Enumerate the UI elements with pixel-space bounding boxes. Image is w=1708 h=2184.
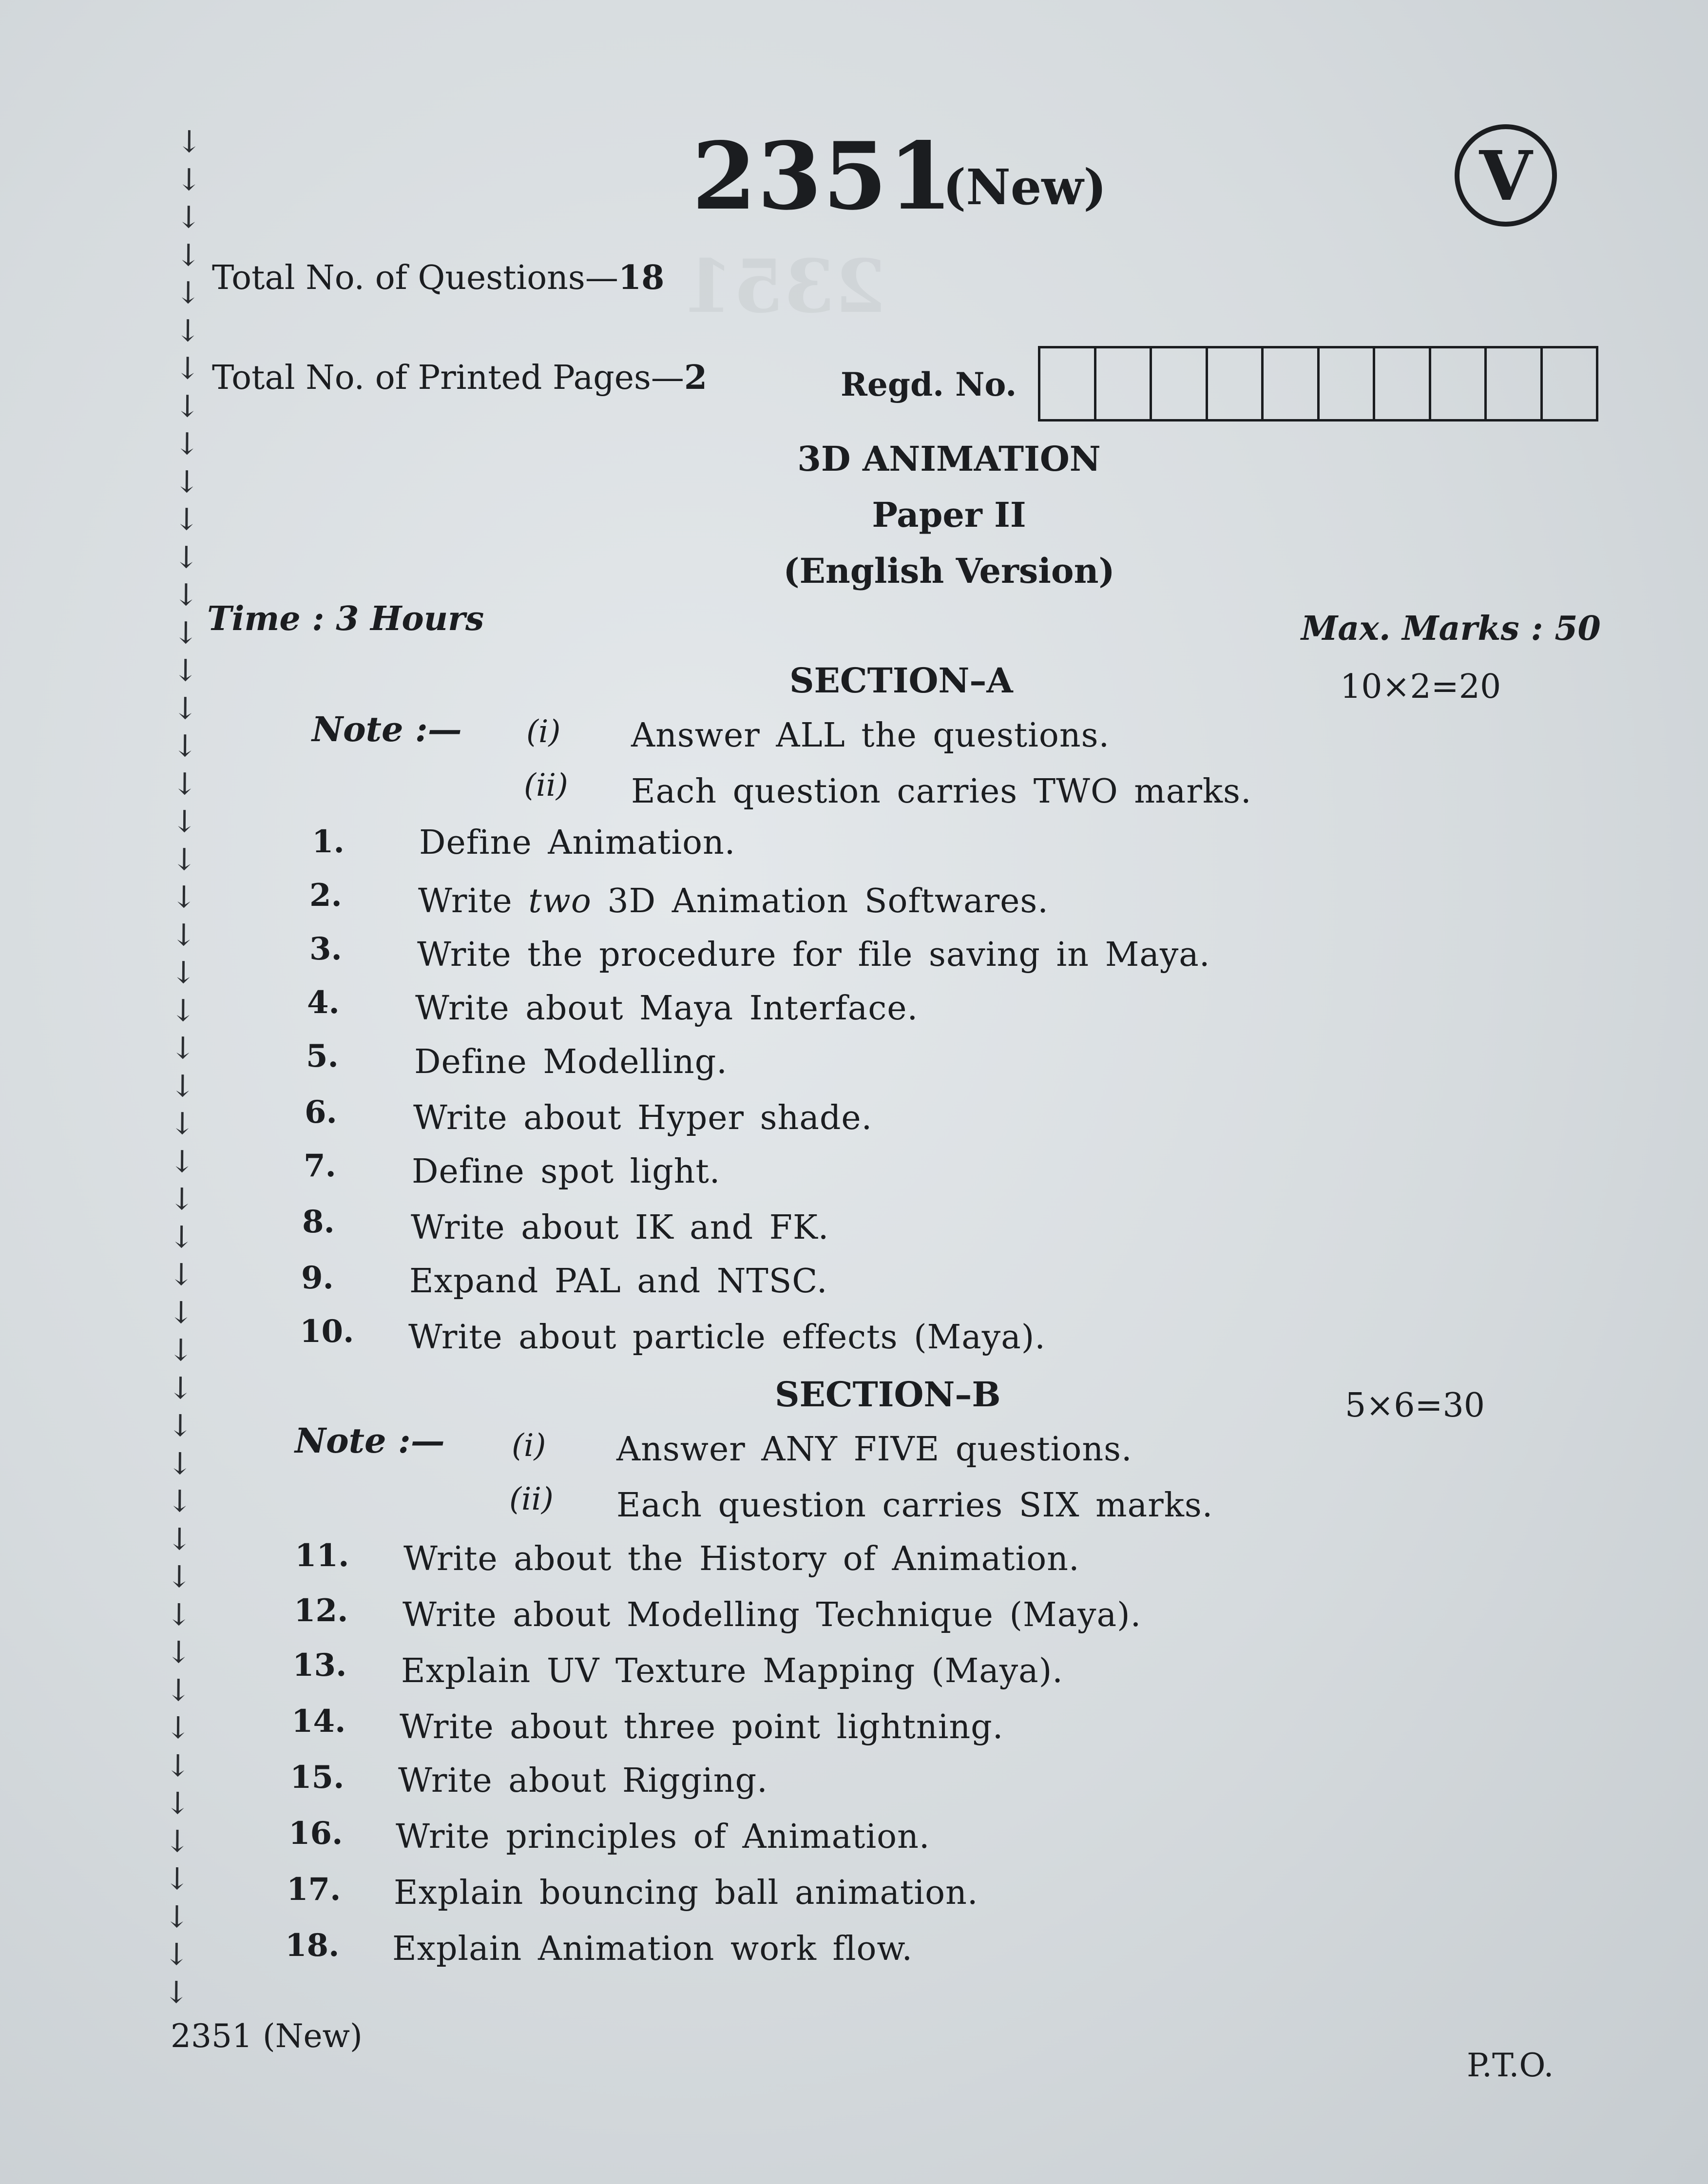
down-arrow-icon: ↓ <box>175 312 201 348</box>
subject-title: 3D ANIMATION <box>797 439 1101 479</box>
question-number: 15. <box>290 1759 345 1796</box>
section-a-note-text: Each question carries TWO marks. <box>631 772 1252 811</box>
section-b-note-text: Each question carries SIX marks. <box>616 1486 1213 1525</box>
question-number: 3. <box>309 931 342 967</box>
regd-digit-box[interactable] <box>1264 348 1320 419</box>
down-arrow-icon: ↓ <box>164 1936 190 1973</box>
question-number: 7. <box>304 1148 336 1184</box>
section-b-note-text: Answer ANY FIVE questions. <box>616 1430 1132 1469</box>
question-text: Write principles of Animation. <box>396 1818 930 1856</box>
question-number: 1. <box>312 824 345 860</box>
down-arrow-icon: ↓ <box>166 1634 192 1670</box>
total-questions <box>212 258 664 297</box>
max-marks: Max. Marks : 50 <box>1301 609 1601 648</box>
question-text: Define Animation. <box>419 824 736 862</box>
down-arrow-icon: ↓ <box>173 652 198 689</box>
question-number: 4. <box>307 984 340 1021</box>
regd-digit-box[interactable] <box>1375 348 1431 419</box>
paper-code: 2351 <box>692 122 954 230</box>
question-number: 18. <box>285 1927 340 1964</box>
question-text: Explain Animation work flow. <box>392 1930 913 1968</box>
down-arrow-icon: ↓ <box>167 1407 193 1444</box>
down-arrow-icon: ↓ <box>166 1558 192 1595</box>
question-text: Write the procedure for file saving in Maya. <box>417 936 1210 974</box>
down-arrow-icon: ↓ <box>170 1068 195 1104</box>
down-arrow-icon: ↓ <box>170 1030 196 1066</box>
footer-paper-code: 2351 (New) <box>171 2017 363 2055</box>
down-arrow-icon: ↓ <box>175 199 202 235</box>
regd-digit-box[interactable] <box>1487 348 1543 419</box>
section-a-note-text: Answer ALL the questions. <box>631 716 1110 755</box>
down-arrow-icon: ↓ <box>172 728 198 764</box>
down-arrow-icon: ↓ <box>171 917 197 953</box>
question-text: Write about Modelling Technique (Maya). <box>403 1596 1142 1634</box>
paper-version-tag: (New) <box>943 158 1107 216</box>
section-b-heading: SECTION–B <box>775 1374 1001 1415</box>
down-arrow-icon: ↓ <box>175 274 201 311</box>
total-questions-label: Total No. of Questions— <box>212 259 618 297</box>
question-text: Define spot light. <box>412 1152 721 1191</box>
section-a-heading: SECTION–A <box>789 660 1013 701</box>
section-b-note-label: Note :— <box>295 1420 445 1461</box>
question-number: 6. <box>305 1094 337 1130</box>
question-text: Explain bouncing ball animation. <box>394 1874 979 1912</box>
down-arrow-icon: ↓ <box>173 614 199 651</box>
question-text-part: Write <box>418 882 529 920</box>
down-arrow-icon: ↓ <box>168 1256 194 1293</box>
section-b-note-num: (i) <box>512 1428 546 1464</box>
question-number: 11. <box>295 1537 349 1574</box>
down-arrow-icon: ↓ <box>167 1445 193 1481</box>
question-number: 12. <box>294 1592 348 1629</box>
down-arrow-icon: ↓ <box>176 123 202 160</box>
down-arrow-icon: ↓ <box>169 1181 195 1217</box>
down-arrow-icon: ↓ <box>169 1143 195 1179</box>
down-arrow-icon: ↓ <box>164 1898 190 1935</box>
question-number: 14. <box>291 1703 346 1740</box>
question-text: Write about Hyper shade. <box>413 1099 873 1137</box>
down-arrow-icon: ↓ <box>173 501 200 537</box>
down-arrow-icon: ↓ <box>166 1596 192 1632</box>
down-arrow-icon: ↓ <box>165 1672 192 1708</box>
page-turn-over: P.T.O. <box>1467 2047 1554 2084</box>
bleed-through-text: 2351 <box>682 244 886 329</box>
question-number: 8. <box>302 1204 335 1240</box>
total-pages-value: 2 <box>684 358 708 397</box>
down-arrow-icon: ↓ <box>171 879 197 915</box>
question-text <box>418 882 1049 920</box>
down-arrow-icon: ↓ <box>169 1219 194 1255</box>
regd-digit-box[interactable] <box>1431 348 1487 419</box>
total-questions-value: 18 <box>618 258 665 297</box>
down-arrow-icon: ↓ <box>168 1294 194 1330</box>
down-arrow-icon: ↓ <box>165 1709 191 1746</box>
regd-digit-box[interactable] <box>1208 348 1264 419</box>
down-arrow-icon: ↓ <box>172 803 197 840</box>
down-arrow-icon: ↓ <box>171 841 197 877</box>
total-pages <box>212 358 707 397</box>
down-arrow-icon: ↓ <box>164 1860 190 1897</box>
down-arrow-icon: ↓ <box>172 766 198 802</box>
section-a-note-num: (ii) <box>524 767 568 804</box>
regd-digit-box[interactable] <box>1152 348 1208 419</box>
question-text-part: 3D Animation Softwares. <box>591 882 1049 920</box>
down-arrow-icon: ↓ <box>163 1974 189 2010</box>
regd-digit-box[interactable] <box>1320 348 1376 419</box>
set-badge: V <box>1455 124 1557 227</box>
language-version: (English Version) <box>783 551 1115 591</box>
question-number: 5. <box>306 1038 339 1074</box>
question-text: Write about Rigging. <box>398 1762 768 1800</box>
total-pages-label: Total No. of Printed Pages— <box>212 359 684 397</box>
down-arrow-icon: ↓ <box>172 690 198 726</box>
time-allowed: Time : 3 Hours <box>207 599 484 638</box>
down-arrow-icon: ↓ <box>165 1747 191 1783</box>
margin-arrows <box>145 123 221 2010</box>
question-number: 17. <box>287 1871 341 1908</box>
question-text: Write about three point lightning. <box>400 1708 1004 1746</box>
down-arrow-icon: ↓ <box>174 425 200 462</box>
down-arrow-icon: ↓ <box>174 350 201 386</box>
section-b-note-num: (ii) <box>509 1481 554 1517</box>
section-b-marks: 5×6=30 <box>1345 1386 1485 1425</box>
down-arrow-icon: ↓ <box>175 237 201 273</box>
down-arrow-icon: ↓ <box>173 539 199 575</box>
down-arrow-icon: ↓ <box>164 1823 191 1859</box>
section-a-note-label: Note :— <box>312 709 462 749</box>
regd-digit-box[interactable] <box>1096 348 1152 419</box>
question-text: Write about Maya Interface. <box>415 989 919 1028</box>
down-arrow-icon: ↓ <box>168 1332 194 1368</box>
question-text: Write about IK and FK. <box>411 1208 829 1247</box>
question-text: Define Modelling. <box>414 1043 728 1081</box>
question-number: 9. <box>301 1260 334 1296</box>
question-text: Write about the History of Animation. <box>403 1540 1080 1578</box>
regd-digit-box[interactable] <box>1543 348 1596 419</box>
down-arrow-icon: ↓ <box>168 1370 193 1406</box>
regd-no-label: Regd. No. <box>841 365 1017 403</box>
down-arrow-icon: ↓ <box>170 992 196 1028</box>
question-number: 13. <box>292 1647 347 1684</box>
down-arrow-icon: ↓ <box>169 1105 195 1142</box>
down-arrow-icon: ↓ <box>167 1521 192 1557</box>
section-a-note-num: (i) <box>526 714 561 750</box>
paper-number: Paper II <box>872 495 1026 535</box>
question-text: Write about particle effects (Maya). <box>408 1318 1046 1357</box>
down-arrow-icon: ↓ <box>174 388 200 424</box>
question-number: 2. <box>309 877 342 914</box>
question-text: Expand PAL and NTSC. <box>409 1262 828 1301</box>
down-arrow-icon: ↓ <box>167 1483 193 1519</box>
down-arrow-icon: ↓ <box>173 576 199 613</box>
regd-no-boxes[interactable] <box>1038 346 1598 421</box>
down-arrow-icon: ↓ <box>165 1785 191 1821</box>
down-arrow-icon: ↓ <box>171 954 196 991</box>
question-number: 10. <box>300 1313 354 1350</box>
question-text-emphasis: two <box>528 882 592 920</box>
question-number: 16. <box>288 1815 343 1852</box>
question-text: Explain UV Texture Mapping (Maya). <box>401 1652 1063 1690</box>
down-arrow-icon: ↓ <box>176 161 202 197</box>
down-arrow-icon: ↓ <box>174 463 200 499</box>
section-a-marks: 10×2=20 <box>1340 668 1501 706</box>
regd-digit-box[interactable] <box>1040 348 1096 419</box>
